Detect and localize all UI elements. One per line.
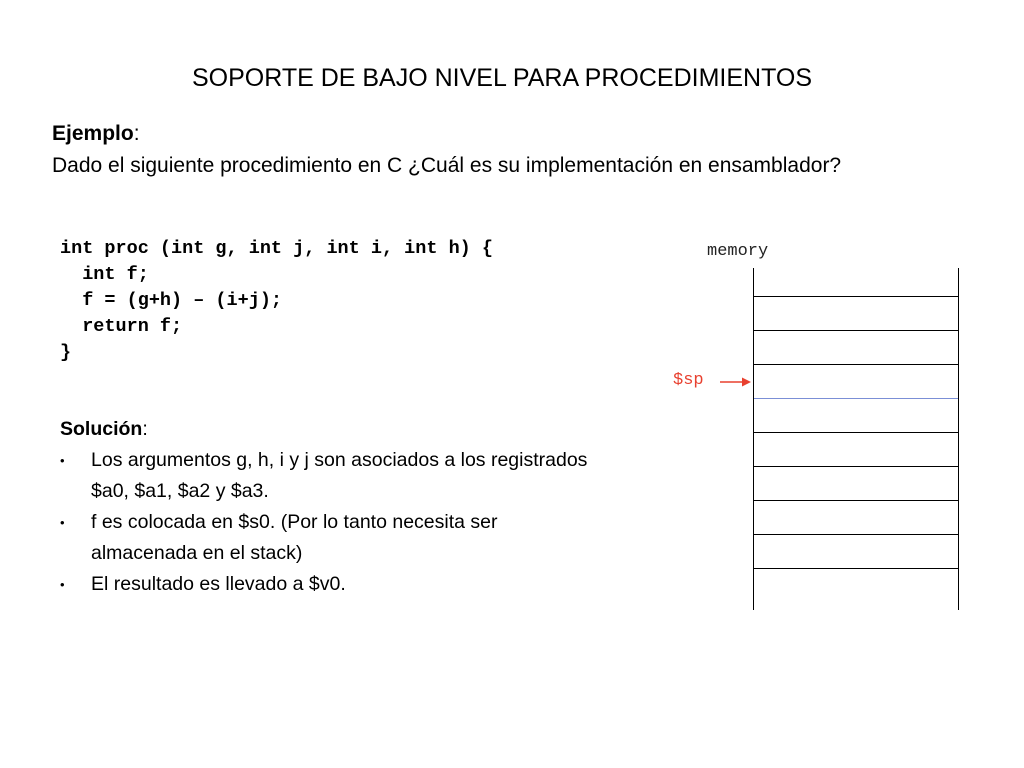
list-item-text: El resultado es llevado a $v0. — [91, 573, 346, 595]
list-item — [60, 569, 600, 600]
stack-row-divider — [754, 466, 958, 467]
stack-row-divider — [754, 432, 958, 433]
bullet-icon: • — [60, 515, 65, 530]
solution-block — [60, 414, 600, 600]
bullet-icon: • — [60, 577, 65, 592]
stack-row-divider — [754, 500, 958, 501]
stack-row-divider — [754, 364, 958, 365]
example-label: Ejemplo — [52, 122, 134, 145]
bullet-icon: • — [60, 453, 65, 468]
memory-stack-diagram — [753, 268, 959, 610]
stack-row-divider — [754, 568, 958, 569]
code-line: int proc (int g, int j, int i, int h) { — [60, 238, 493, 259]
example-heading — [52, 118, 882, 150]
stack-pointer-line — [754, 398, 958, 399]
list-item-text: Los argumentos g, h, i y j son asociados a los registrados $a0, $a1, $a2 y $a3. — [91, 449, 588, 502]
c-code-block — [60, 236, 493, 366]
solution-list — [60, 445, 600, 600]
list-item-text: f es colocada en $s0. (Por lo tanto necesita ser almacenada en el stack) — [91, 511, 498, 564]
solution-label: Solución — [60, 418, 143, 440]
code-line: return f; — [60, 316, 183, 337]
stack-row-divider — [754, 296, 958, 297]
stack-pointer-label: $sp — [673, 371, 704, 390]
example-colon: : — [133, 122, 140, 145]
slide-title: SOPORTE DE BAJO NIVEL PARA PROCEDIMIENTOS — [191, 64, 813, 92]
code-line: int f; — [60, 264, 149, 285]
example-question: Dado el siguiente procedimiento en C ¿Cuál es su implementación en ensamblador? — [52, 154, 842, 177]
code-line: } — [60, 342, 72, 363]
stack-row-divider — [754, 330, 958, 331]
solution-heading — [60, 414, 600, 445]
right-arrow-icon — [720, 376, 752, 388]
example-block — [52, 118, 882, 182]
list-item — [60, 445, 600, 507]
solution-colon: : — [142, 418, 148, 440]
memory-label: memory — [707, 242, 769, 261]
list-item — [60, 507, 600, 569]
code-line: f = (g+h) – (i+j); — [60, 290, 283, 311]
stack-row-divider — [754, 534, 958, 535]
